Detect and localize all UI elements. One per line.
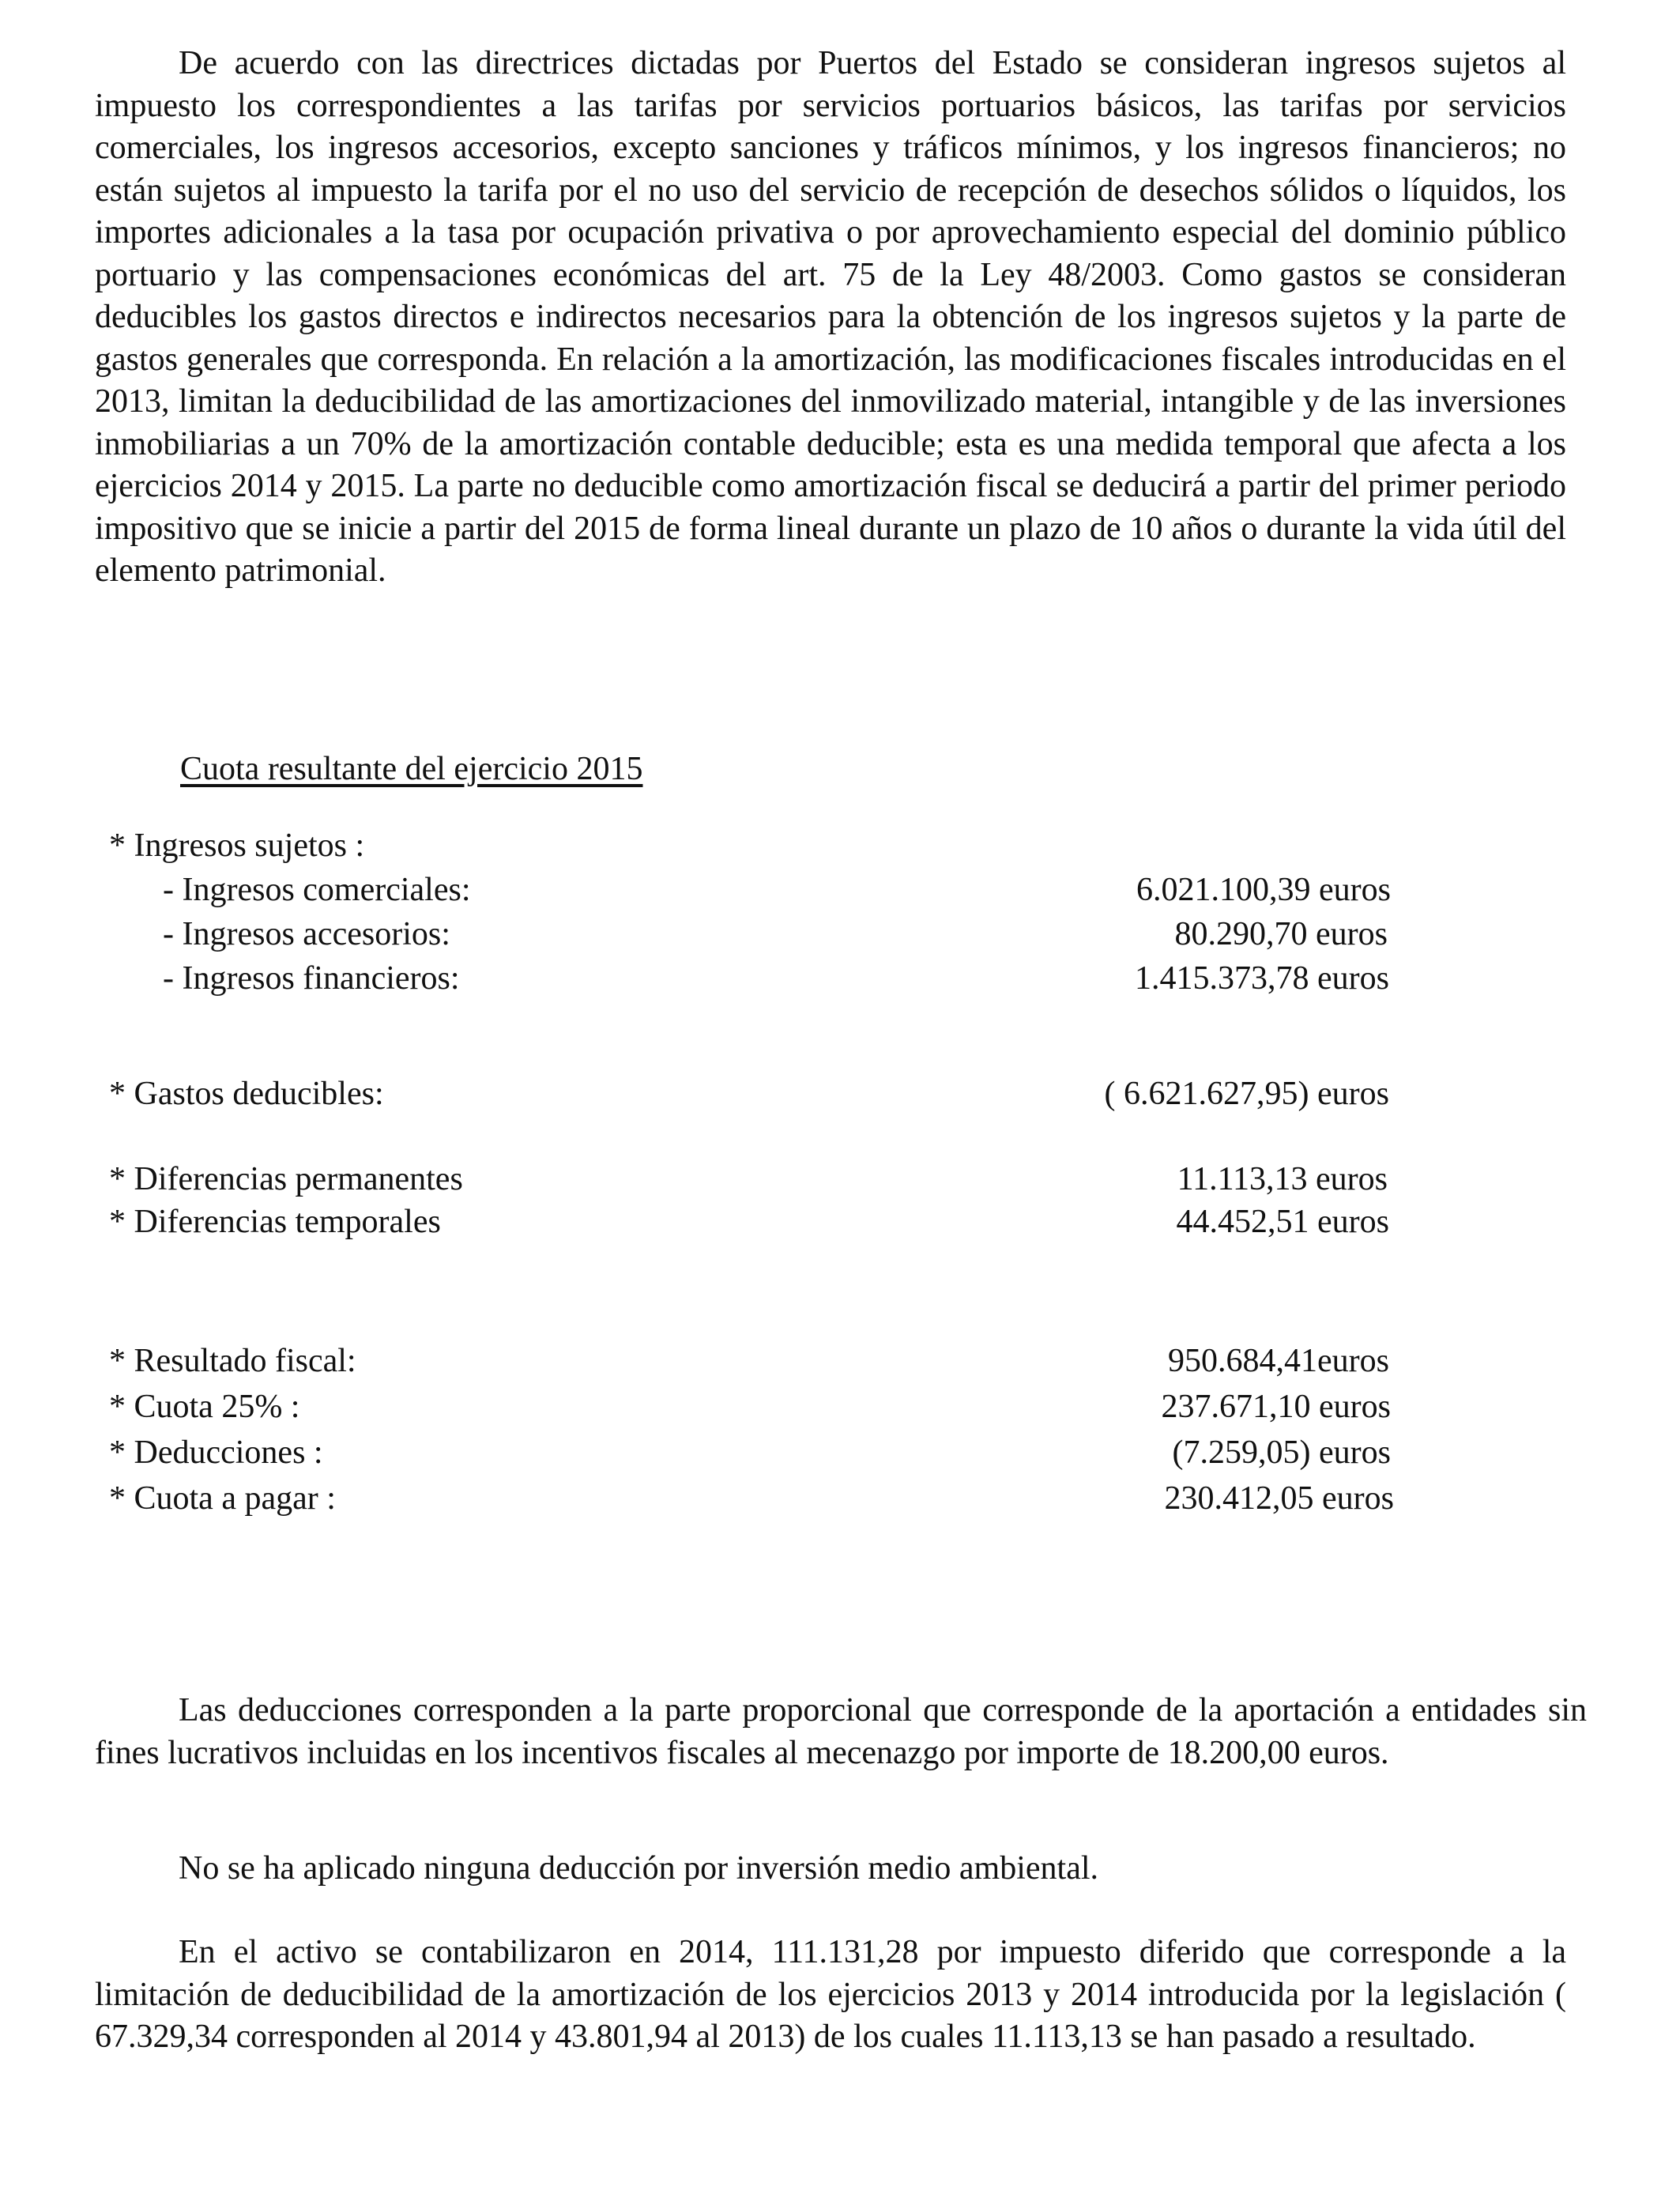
table-row bbox=[109, 824, 1389, 868]
table-row bbox=[109, 1072, 1389, 1116]
paragraph-deferred-tax: En el activo se contabilizaron en 2014, 111.131,28 por impuesto diferido que corresponde a la limitación de deducibilidad de la amortización de los ejercicios 2013 y 2014 introducida por la legislación ( 67.329,34 corresponden al 2014 y 43.801,94 al 2013) de los cuales 11.113,13 se han pasado a resultado. bbox=[95, 1934, 1566, 2055]
table-row bbox=[109, 868, 1391, 912]
table-row bbox=[109, 912, 1388, 956]
table-row bbox=[109, 1385, 1391, 1429]
row-value: 237.671,10 euros bbox=[1161, 1389, 1391, 1425]
paragraph-environmental: No se ha aplicado ninguna deducción por inversión medio ambiental. bbox=[179, 1850, 1099, 1887]
table-row bbox=[109, 1431, 1391, 1475]
row-value: 6.021.100,39 euros bbox=[1136, 872, 1391, 908]
row-value: 44.452,51 euros bbox=[1176, 1204, 1389, 1240]
row-label: - Ingresos accesorios: bbox=[163, 916, 450, 952]
row-label: - Ingresos financieros: bbox=[163, 960, 460, 997]
section-title: Cuota resultante del ejercicio 2015 bbox=[180, 751, 643, 787]
row-value: (7.259,05) euros bbox=[1172, 1434, 1391, 1471]
row-value: 80.290,70 euros bbox=[1174, 916, 1388, 952]
row-label: * Diferencias temporales bbox=[109, 1204, 441, 1240]
table-row bbox=[109, 1157, 1388, 1201]
row-value: ( 6.621.627,95) euros bbox=[1104, 1076, 1389, 1112]
row-label: * Deducciones : bbox=[109, 1434, 323, 1471]
row-label: * Gastos deducibles: bbox=[109, 1076, 384, 1112]
row-label: * Ingresos sujetos : bbox=[109, 827, 365, 864]
row-label: * Diferencias permanentes bbox=[109, 1161, 463, 1197]
paragraph-criteria: De acuerdo con las directrices dictadas por Puertos del Estado se consideran ingresos sujetos al impuesto los correspondientes a las tarifas por servicios portuarios básicos, las tarifas por servicios comerciales, los ingresos accesorios, excepto sanciones y tráficos mínimos, y los ingresos financieros; no están sujetos al impuesto la tarifa por el no uso del servicio de recepción de desechos sólidos o líquidos, los importes adicionales a la tasa por ocupación privativa o por aprovechamiento especial del dominio público portuario y las compensaciones económicas del art. 75 de la Ley 48/2003. Como gastos se consideran deducibles los gastos directos e indirectos necesarios para la obtención de los ingresos sujetos y la parte de gastos generales que corresponda. En relación a la amortización, las modificaciones fiscales introducidas en el 2013, limitan la deducibilidad de las amortizaciones del inmovilizado material, intangible y de las inversiones inmobiliarias a un 70% de la amortización contable deducible; esta es una medida temporal que afecta a los ejercicios 2014 y 2015. La parte no deducible como amortización fiscal se deducirá a partir del primer periodo impositivo que se inicie a partir del 2015 de forma lineal durante un plazo de 10 años o durante la vida útil del elemento patrimonial. bbox=[95, 45, 1566, 589]
row-value: 11.113,13 euros bbox=[1177, 1161, 1388, 1197]
row-label: * Cuota a pagar : bbox=[109, 1480, 336, 1517]
row-label: - Ingresos comerciales: bbox=[163, 872, 471, 908]
row-label: * Resultado fiscal: bbox=[109, 1343, 356, 1379]
table-row bbox=[109, 1476, 1394, 1521]
paragraph-deductions: Las deducciones corresponden a la parte proporcional que corresponde de la aportación a entidades sin fines lucrativos incluidas en los incentivos fiscales al mecenazgo por importe de 18.200,00 euros. bbox=[95, 1692, 1587, 1771]
table-row bbox=[109, 956, 1389, 1001]
row-value: 950.684,41euros bbox=[1168, 1343, 1389, 1379]
row-label: * Cuota 25% : bbox=[109, 1389, 300, 1425]
table-row bbox=[109, 1339, 1389, 1383]
row-value: 1.415.373,78 euros bbox=[1135, 960, 1389, 997]
row-value: 230.412,05 euros bbox=[1164, 1480, 1394, 1517]
table-row bbox=[109, 1200, 1389, 1244]
